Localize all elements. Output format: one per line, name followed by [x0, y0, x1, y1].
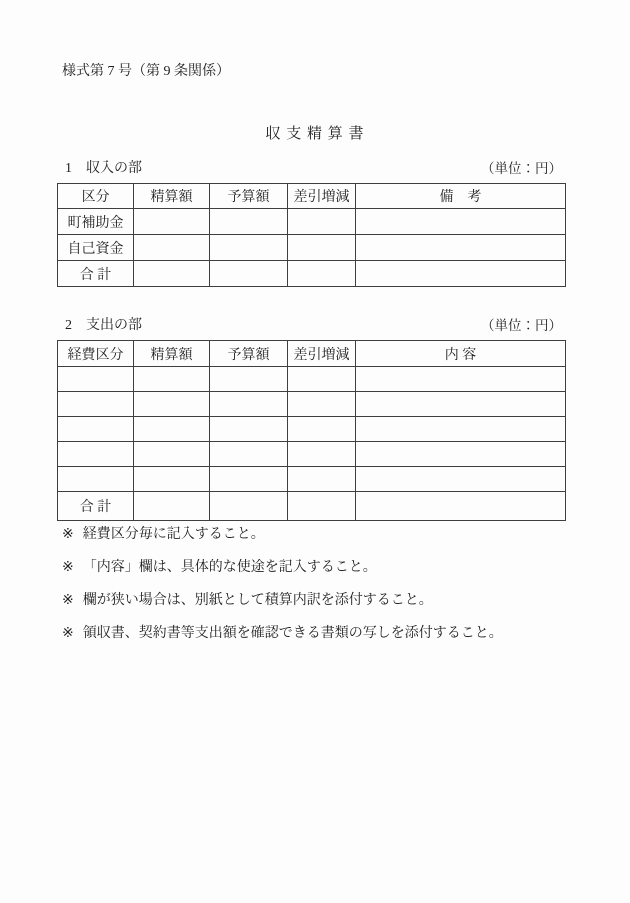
income-header-category: 区分: [58, 184, 134, 209]
note-text: 経費区分毎に記入すること。: [82, 527, 265, 542]
settlement-cell: [134, 467, 210, 492]
difference-cell: [288, 417, 356, 442]
budget-cell: [210, 417, 288, 442]
income-header-row: [58, 184, 566, 209]
content-cell: [356, 367, 566, 392]
budget-cell: [210, 235, 288, 261]
difference-cell: [288, 392, 356, 417]
settlement-cell: [134, 492, 210, 521]
settlement-cell: [134, 442, 210, 467]
settlement-cell: [134, 209, 210, 235]
note-marker: ※: [62, 626, 74, 641]
table-row-total: [58, 261, 566, 287]
expense-header-row: [58, 341, 566, 367]
form-number: 様式第 7 号（第 9 条関係）: [62, 64, 230, 79]
note-item: [62, 626, 582, 642]
budget-cell: [210, 467, 288, 492]
budget-cell: [210, 367, 288, 392]
budget-cell: [210, 442, 288, 467]
content-cell: [356, 417, 566, 442]
expense-total-label: 合 計: [58, 492, 134, 521]
income-row-label: 町補助金: [58, 209, 134, 235]
income-header-remarks: 備 考: [356, 184, 566, 209]
note-text: 領収書、契約書等支出額を確認できる書類の写しを添付すること。: [82, 626, 503, 641]
table-row: [58, 417, 566, 442]
difference-cell: [288, 261, 356, 287]
content-cell: [356, 467, 566, 492]
content-cell: [356, 442, 566, 467]
note-text: 「内容」欄は、具体的な使途を記入すること。: [82, 560, 377, 575]
note-item: [62, 560, 582, 576]
note-item: [62, 527, 582, 543]
table-row-total: [58, 492, 566, 521]
table-row: [58, 209, 566, 235]
settlement-cell: [134, 261, 210, 287]
note-marker: ※: [62, 560, 74, 575]
expense-row-label: [58, 417, 134, 442]
page-title: 収 支 精 算 書: [265, 126, 365, 142]
budget-cell: [210, 492, 288, 521]
table-row: [58, 392, 566, 417]
note-marker: ※: [62, 527, 74, 542]
settlement-cell: [134, 367, 210, 392]
expense-row-label: [58, 467, 134, 492]
budget-cell: [210, 392, 288, 417]
income-section-heading: 1 収入の部: [65, 161, 142, 176]
note-text: 欄が狭い場合は、別紙として積算内訳を添付すること。: [82, 593, 433, 608]
difference-cell: [288, 235, 356, 261]
expense-row-label: [58, 392, 134, 417]
content-cell: [356, 392, 566, 417]
table-row: [58, 235, 566, 261]
note-item: [62, 593, 582, 609]
income-table: [57, 183, 566, 287]
difference-cell: [288, 467, 356, 492]
expense-section-heading: 2 支出の部: [65, 318, 142, 333]
difference-cell: [288, 492, 356, 521]
settlement-cell: [134, 235, 210, 261]
remarks-cell: [356, 209, 566, 235]
note-marker: ※: [62, 593, 74, 608]
settlement-cell: [134, 392, 210, 417]
budget-cell: [210, 209, 288, 235]
budget-cell: [210, 261, 288, 287]
income-unit-label: （単位：円）: [481, 161, 562, 176]
expense-table: [57, 340, 566, 521]
content-cell: [356, 492, 566, 521]
settlement-cell: [134, 417, 210, 442]
income-header-difference: 差引増減: [288, 184, 356, 209]
expense-header-category: 経費区分: [58, 341, 134, 367]
expense-header-content: 内 容: [356, 341, 566, 367]
remarks-cell: [356, 235, 566, 261]
income-row-label: 自己資金: [58, 235, 134, 261]
difference-cell: [288, 209, 356, 235]
income-header-settlement: 精算額: [134, 184, 210, 209]
difference-cell: [288, 367, 356, 392]
remarks-cell: [356, 261, 566, 287]
table-row: [58, 467, 566, 492]
notes-list: [62, 527, 582, 659]
difference-cell: [288, 442, 356, 467]
expense-unit-label: （単位：円）: [481, 318, 562, 333]
table-row: [58, 442, 566, 467]
expense-header-settlement: 精算額: [134, 341, 210, 367]
income-header-budget: 予算額: [210, 184, 288, 209]
table-row: [58, 367, 566, 392]
expense-header-difference: 差引増減: [288, 341, 356, 367]
expense-row-label: [58, 367, 134, 392]
income-total-label: 合 計: [58, 261, 134, 287]
expense-row-label: [58, 442, 134, 467]
expense-header-budget: 予算額: [210, 341, 288, 367]
